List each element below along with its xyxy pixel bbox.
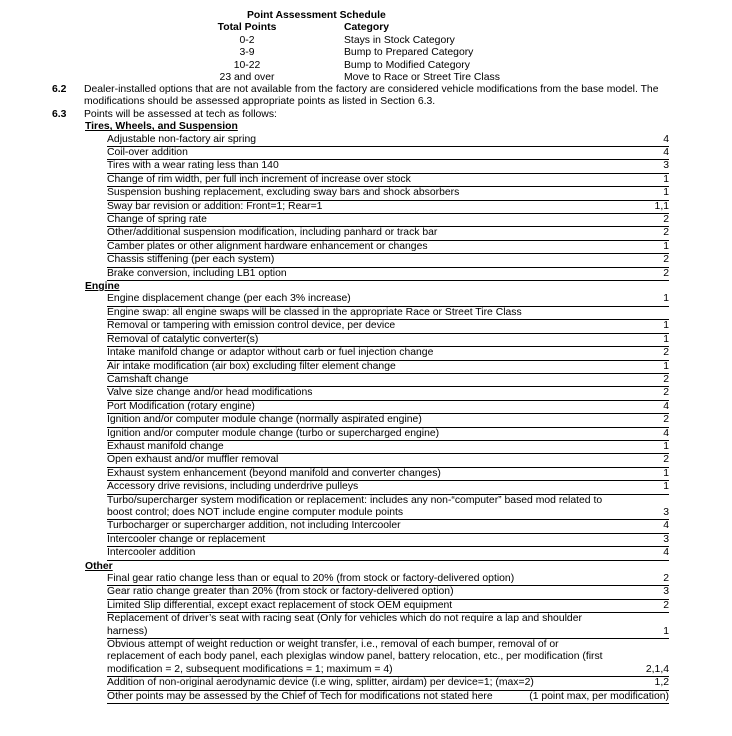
modification-points: 2,1,4: [645, 663, 669, 675]
modification-label: Exhaust system enhancement (beyond manifold and converter changes): [107, 467, 441, 479]
modification-row: [107, 134, 669, 147]
modification-label: Adjustable non-factory air spring: [107, 133, 257, 145]
modification-points: 2: [663, 214, 669, 226]
modification-points: 1: [663, 360, 669, 372]
modification-label: Gear ratio change greater than 20% (from stock or factory-delivered option): [107, 586, 454, 598]
modification-label: Camber plates or other alignment hardware enhancement or changes: [107, 240, 428, 252]
section-number: 6.2: [52, 84, 67, 95]
modification-label: Open exhaust and/or muffler removal: [107, 454, 279, 466]
modification-label: Final gear ratio change less than or equal to 20% (from stock or factory-delivered option): [107, 572, 515, 584]
modification-label: Turbo/supercharger system modification or replacement: includes any non-“computer” based mod related to boost control; does NOT include engine computer module points: [107, 494, 603, 518]
modification-label: Change of rim width, per full inch increment of increase over stock: [107, 173, 411, 185]
modification-row: [107, 187, 669, 200]
modification-row: [107, 387, 669, 400]
modification-row: [107, 613, 669, 639]
group-title: Other: [85, 560, 113, 572]
modification-row: [107, 401, 669, 414]
modification-label: Engine swap: all engine swaps will be classed in the appropriate Race or Street Tire Class: [107, 306, 522, 318]
modification-label: Port Modification (rotary engine): [107, 400, 255, 412]
modification-row: [107, 586, 669, 599]
section-number: 6.3: [52, 108, 67, 120]
schedule-category: Stays in Stock Category: [344, 34, 455, 46]
modification-points: 2: [663, 599, 669, 611]
modification-points: 1: [663, 320, 669, 332]
modification-points: 1: [663, 173, 669, 185]
modification-label: Removal or tampering with emission control device, per device: [107, 320, 396, 332]
modification-row: [107, 174, 669, 187]
modification-points: 1: [663, 187, 669, 199]
schedule-category: Bump to Modified Category: [344, 59, 470, 71]
col-total-points: Total Points: [217, 22, 277, 33]
section-6-2: [52, 84, 716, 109]
document-page: [0, 8, 732, 704]
modification-points: 1,2: [654, 677, 669, 689]
group-title: Engine: [85, 281, 120, 293]
modification-row: [107, 347, 669, 360]
modification-label: Other/additional suspension modification, including panhard or track bar: [107, 227, 438, 239]
schedule-header-row: [0, 22, 732, 34]
modification-row: [107, 691, 669, 704]
modification-row: [107, 241, 669, 254]
modification-label: Air intake modification (air box) excluding filter element change: [107, 360, 396, 372]
modification-label: Coil-over addition: [107, 147, 188, 159]
modification-label: Limited Slip differential, except exact replacement of stock OEM equipment: [107, 599, 453, 611]
schedule-category: Bump to Prepared Category: [344, 47, 474, 58]
modification-row: [107, 307, 669, 320]
modification-points: 2: [663, 572, 669, 584]
schedule-points: 0-2: [239, 34, 255, 46]
point-assessment-schedule: [0, 8, 732, 84]
modification-points: 4: [663, 400, 669, 412]
modification-points: 3: [663, 506, 669, 518]
modification-row: [107, 481, 669, 494]
section-text: Points will be assessed at tech as follows:: [84, 108, 277, 120]
schedule-row: [0, 35, 732, 47]
modification-points: 1: [663, 293, 669, 305]
modification-row: [107, 293, 669, 306]
modification-row: [107, 573, 669, 586]
modification-points: 2: [663, 227, 669, 239]
modification-row: [107, 468, 669, 481]
modification-row: [107, 441, 669, 454]
modification-label: Other points may be assessed by the Chief of Tech for modifications not stated here: [107, 690, 493, 702]
section-text: Dealer-installed options that are not available from the factory are considered vehicle modifications from the base model. The modifications should be assessed appropriate points as listed in Section 6.3.: [84, 84, 659, 108]
modification-row: [107, 534, 669, 547]
modification-row: [107, 639, 669, 677]
modification-row: [107, 677, 669, 690]
schedule-row: [0, 60, 732, 72]
modification-points: 4: [663, 147, 669, 159]
modification-label: Camshaft change: [107, 373, 189, 385]
schedule-row: [0, 72, 732, 84]
modification-points: 2: [663, 373, 669, 385]
modification-label: Exhaust manifold change: [107, 440, 224, 452]
modification-points: 1: [663, 625, 669, 637]
modification-points: 3: [663, 533, 669, 545]
modification-points: 2: [663, 347, 669, 359]
modification-row: [107, 520, 669, 533]
modification-points: 4: [663, 547, 669, 559]
modification-points: 2: [663, 387, 669, 399]
modification-label: Removal of catalytic converter(s): [107, 333, 259, 345]
schedule-points: 23 and over: [219, 72, 275, 83]
modification-row: [107, 214, 669, 227]
schedule-points: 10-22: [233, 59, 261, 71]
modification-label: Chassis stiffening (per each system): [107, 254, 275, 266]
modification-points: 2: [663, 414, 669, 426]
modification-points: 2: [663, 454, 669, 466]
modification-points: 2: [663, 267, 669, 279]
modification-label: Ignition and/or computer module change (turbo or supercharged engine): [107, 427, 440, 439]
modification-points: 4: [663, 427, 669, 439]
modification-points: (1 point max, per modification): [529, 690, 669, 702]
modification-label: Intercooler change or replacement: [107, 533, 266, 545]
modification-label: Suspension bushing replacement, excluding sway bars and shock absorbers: [107, 187, 460, 199]
modification-label: Tires with a wear rating less than 140: [107, 160, 279, 172]
modification-row: [107, 334, 669, 347]
modification-label: Obvious attempt of weight reduction or weight transfer, i.e., removal of each bumper, removal of or replacement of each body panel, each plexiglas window panel, battery relocation, etc., per modification (first modification = 2, subsequent modifications = 1; maximum = 4): [107, 639, 603, 675]
schedule-category: Move to Race or Street Tire Class: [344, 72, 500, 83]
modification-label: Sway bar revision or addition: Front=1; Rear=1: [107, 200, 323, 212]
modification-row: [107, 374, 669, 387]
modification-row: [107, 268, 669, 281]
schedule-points: 3-9: [239, 47, 255, 58]
modification-row: [107, 147, 669, 160]
modification-row: [107, 227, 669, 240]
modification-points: 2: [663, 254, 669, 266]
modification-points: 3: [663, 160, 669, 172]
modification-label: Intake manifold change or adaptor without carb or fuel injection change: [107, 347, 434, 359]
modification-points: 1,1: [654, 200, 669, 212]
section-6-3: [52, 109, 716, 121]
modification-label: Turbocharger or supercharger addition, not including Intercooler: [107, 520, 401, 532]
modification-points: 3: [663, 586, 669, 598]
modification-points: 1: [663, 333, 669, 345]
modification-points: 1: [663, 240, 669, 252]
schedule-title: Point Assessment Schedule: [247, 10, 386, 21]
modification-label: Change of spring rate: [107, 214, 207, 226]
modification-points: 4: [663, 133, 669, 145]
modification-row: [107, 600, 669, 613]
modification-row: [107, 428, 669, 441]
col-category: Category: [344, 22, 390, 33]
schedule-row: [0, 47, 732, 59]
modification-points: 1: [663, 481, 669, 493]
modification-label: Accessory drive revisions, including underdrive pulleys: [107, 481, 359, 493]
group-title: Tires, Wheels, and Suspension: [85, 121, 238, 133]
modification-points: 1: [663, 467, 669, 479]
modification-label: Replacement of driver’s seat with racing seat (Only for vehicles which do not require a lap and shoulder harness): [107, 613, 582, 637]
modification-row: [107, 160, 669, 173]
modification-label: Valve size change and/or head modifications: [107, 387, 313, 399]
modification-groups: [0, 121, 732, 704]
modification-row: [107, 320, 669, 333]
modification-row: [107, 414, 669, 427]
modification-label: Engine displacement change (per each 3% increase): [107, 293, 351, 305]
modification-row: [107, 201, 669, 214]
modification-points: 4: [663, 520, 669, 532]
modification-label: Addition of non-original aerodynamic device (i.e wing, splitter, airdam) per device=1; (max=2): [107, 677, 534, 689]
modification-row: [107, 495, 669, 521]
modification-row: [107, 547, 669, 560]
modification-label: Intercooler addition: [107, 547, 196, 559]
modification-points: 1: [663, 440, 669, 452]
modification-label: Ignition and/or computer module change (normally aspirated engine): [107, 414, 422, 426]
modification-row: [107, 254, 669, 267]
modification-label: Brake conversion, including LB1 option: [107, 267, 287, 279]
modification-row: [107, 454, 669, 467]
modification-row: [107, 361, 669, 374]
